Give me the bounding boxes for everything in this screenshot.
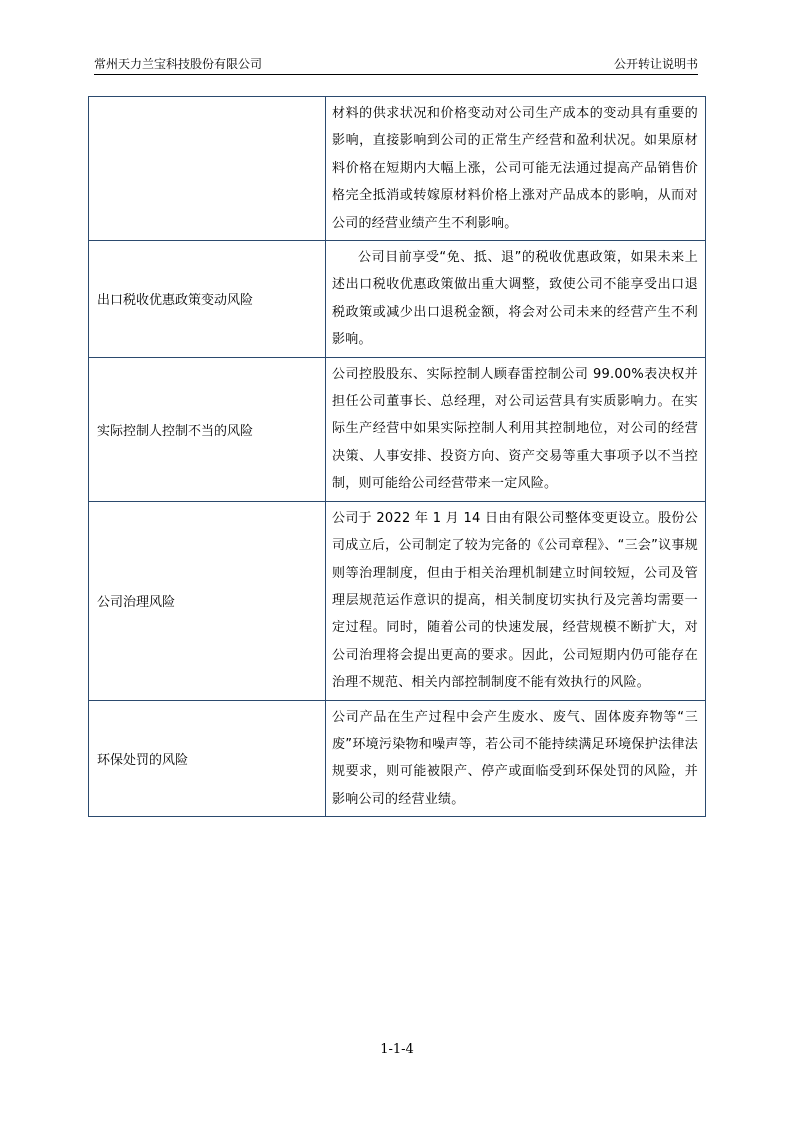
table-row xyxy=(89,357,706,501)
company-name: 常州天力兰宝科技股份有限公司 xyxy=(94,57,263,71)
document-title: 公开转让说明书 xyxy=(613,57,698,71)
risk-name: 实际控制人控制不当的风险 xyxy=(89,357,326,501)
risk-description: 公司产品在生产过程中会产生废水、废气、固体废弃物等“三废”环境污染物和噪声等，若公司不能持续满足环境保护法律法规要求，则可能被限产、停产或面临受到环保处罚的风险，并影响公司的经营业绩。 xyxy=(326,700,706,817)
risk-name: 出口税收优惠政策变动风险 xyxy=(89,241,326,358)
table-row xyxy=(89,97,706,241)
risk-name xyxy=(89,97,326,241)
table-row xyxy=(89,700,706,817)
risk-description: 材料的供求状况和价格变动对公司生产成本的变动具有重要的影响，直接影响到公司的正常生产经营和盈利状况。如果原材料价格在短期内大幅上涨，公司可能无法通过提高产品销售价格完全抵消或转嫁原材料价格上涨对产品成本的影响，从而对公司的经营业绩产生不利影响。 xyxy=(326,97,706,241)
page-header xyxy=(94,54,698,75)
risk-description: 公司控股股东、实际控制人顾春雷控制公司 99.00%表决权并担任公司董事长、总经理，对公司运营具有实质影响力。在实际生产经营中如果实际控制人利用其控制地位，对公司的经营决策、人事安排、投资方向、资产交易等重大事项予以不当控制，则可能给公司经营带来一定风险。 xyxy=(326,357,706,501)
risk-name: 环保处罚的风险 xyxy=(89,700,326,817)
risk-description: 公司目前享受“免、抵、退”的税收优惠政策，如果未来上述出口税收优惠政策做出重大调整，致使公司不能享受出口退税政策或减少出口退税金额，将会对公司未来的经营产生不利影响。 xyxy=(326,241,706,358)
risk-name: 公司治理风险 xyxy=(89,501,326,700)
table-row xyxy=(89,501,706,700)
page-number: 1-1-4 xyxy=(380,1042,414,1057)
risk-table xyxy=(88,96,706,817)
risk-description: 公司于 2022 年 1 月 14 日由有限公司整体变更设立。股份公司成立后，公司制定了较为完备的《公司章程》、“三会”议事规则等治理制度，但由于相关治理机制建立时间较短，公司及管理层规范运作意识的提高，相关制度切实执行及完善均需要一定过程。同时，随着公司的快速发展，经营规模不断扩大，对公司治理将会提出更高的要求。因此，公司短期内仍可能存在治理不规范、相关内部控制制度不能有效执行的风险。 xyxy=(326,501,706,700)
table-row xyxy=(89,241,706,358)
